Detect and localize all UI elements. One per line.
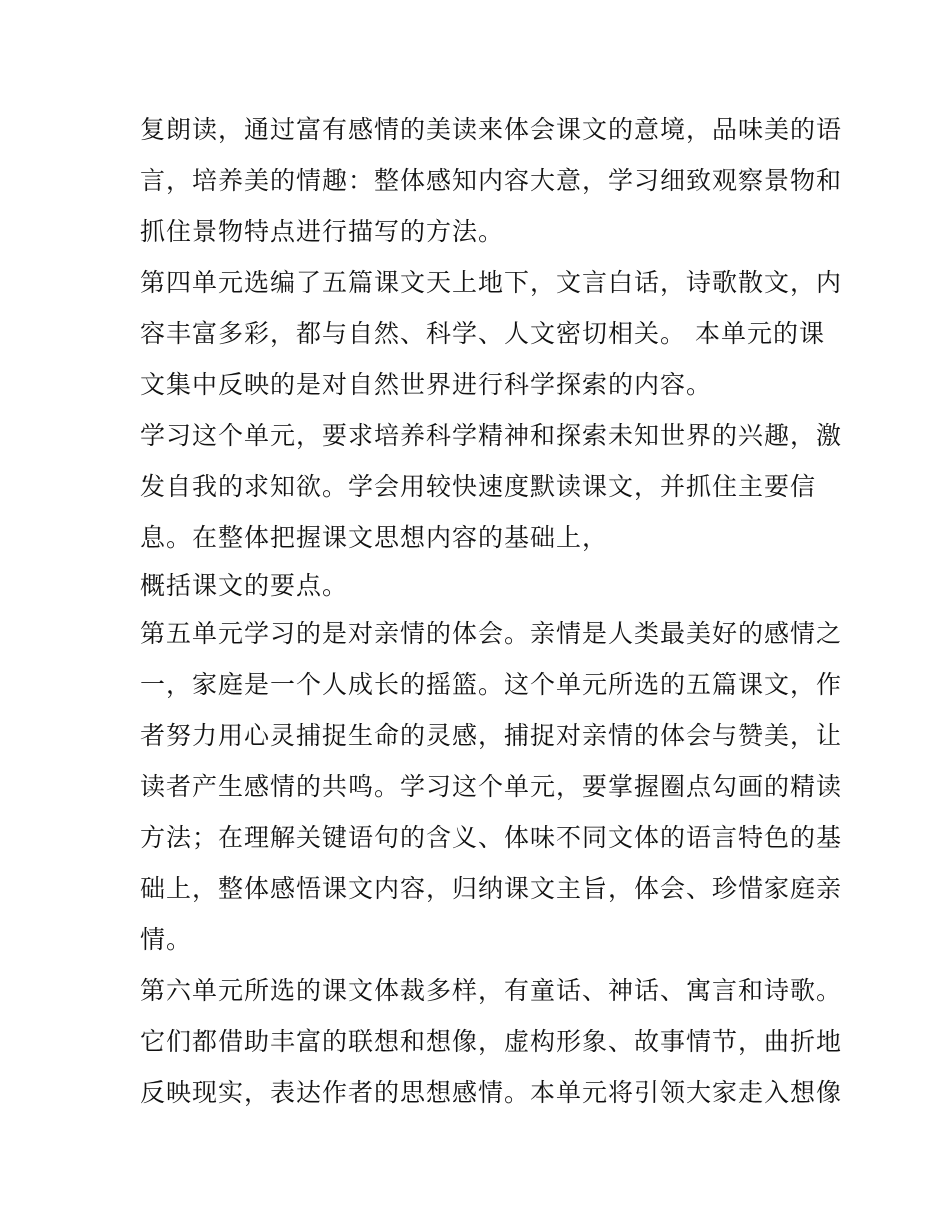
text-line: 第六单元所选的课文体裁多样，有童话、神话、寓言和诗歌。 <box>140 976 843 1005</box>
text-line: 文集中反映的是对自然世界进行科学探索的内容。 <box>140 370 713 399</box>
text-line: 础上，整体感悟课文内容，归纳课文主旨，体会、珍惜家庭亲 <box>140 874 843 903</box>
text-line: 发自我的求知欲。学会用较快速度默读课文，并抓住主要信 <box>140 472 817 501</box>
text-line: 读者产生感情的共鸣。学习这个单元，要掌握圈点勾画的精读 <box>140 772 843 801</box>
text-line: 容丰富多彩，都与自然、科学、人文密切相关。 本单元的课 <box>140 319 825 348</box>
text-line: 复朗读，通过富有感情的美读来体会课文的意境，品味美的语 <box>140 115 843 144</box>
text-line: 第五单元学习的是对亲情的体会。亲情是人类最美好的感情之 <box>140 619 843 648</box>
text-line: 情。 <box>140 925 193 954</box>
text-line: 它们都借助丰富的联想和想像，虚构形象、故事情节，曲折地 <box>140 1027 843 1056</box>
text-line: 者努力用心灵捕捉生命的灵感，捕捉对亲情的体会与赞美，让 <box>140 721 843 750</box>
text-line: 概括课文的要点。 <box>140 571 349 600</box>
text-line: 方法；在理解关键语句的含义、体味不同文体的语言特色的基 <box>140 823 843 852</box>
text-line: 学习这个单元，要求培养科学精神和探索未知世界的兴趣，激 <box>140 421 843 450</box>
text-line: 反映现实，表达作者的思想感情。本单元将引领大家走入想像 <box>140 1078 843 1107</box>
text-line: 言，培养美的情趣：整体感知内容大意，学习细致观察景物和 <box>140 166 843 195</box>
text-line: 第四单元选编了五篇课文天上地下，文言白话，诗歌散文，内 <box>140 268 843 297</box>
text-line: 一，家庭是一个人成长的摇篮。这个单元所选的五篇课文，作 <box>140 670 843 699</box>
text-line: 息。在整体把握课文思想内容的基础上， <box>140 523 609 552</box>
text-line: 抓住景物特点进行描写的方法。 <box>140 217 505 246</box>
